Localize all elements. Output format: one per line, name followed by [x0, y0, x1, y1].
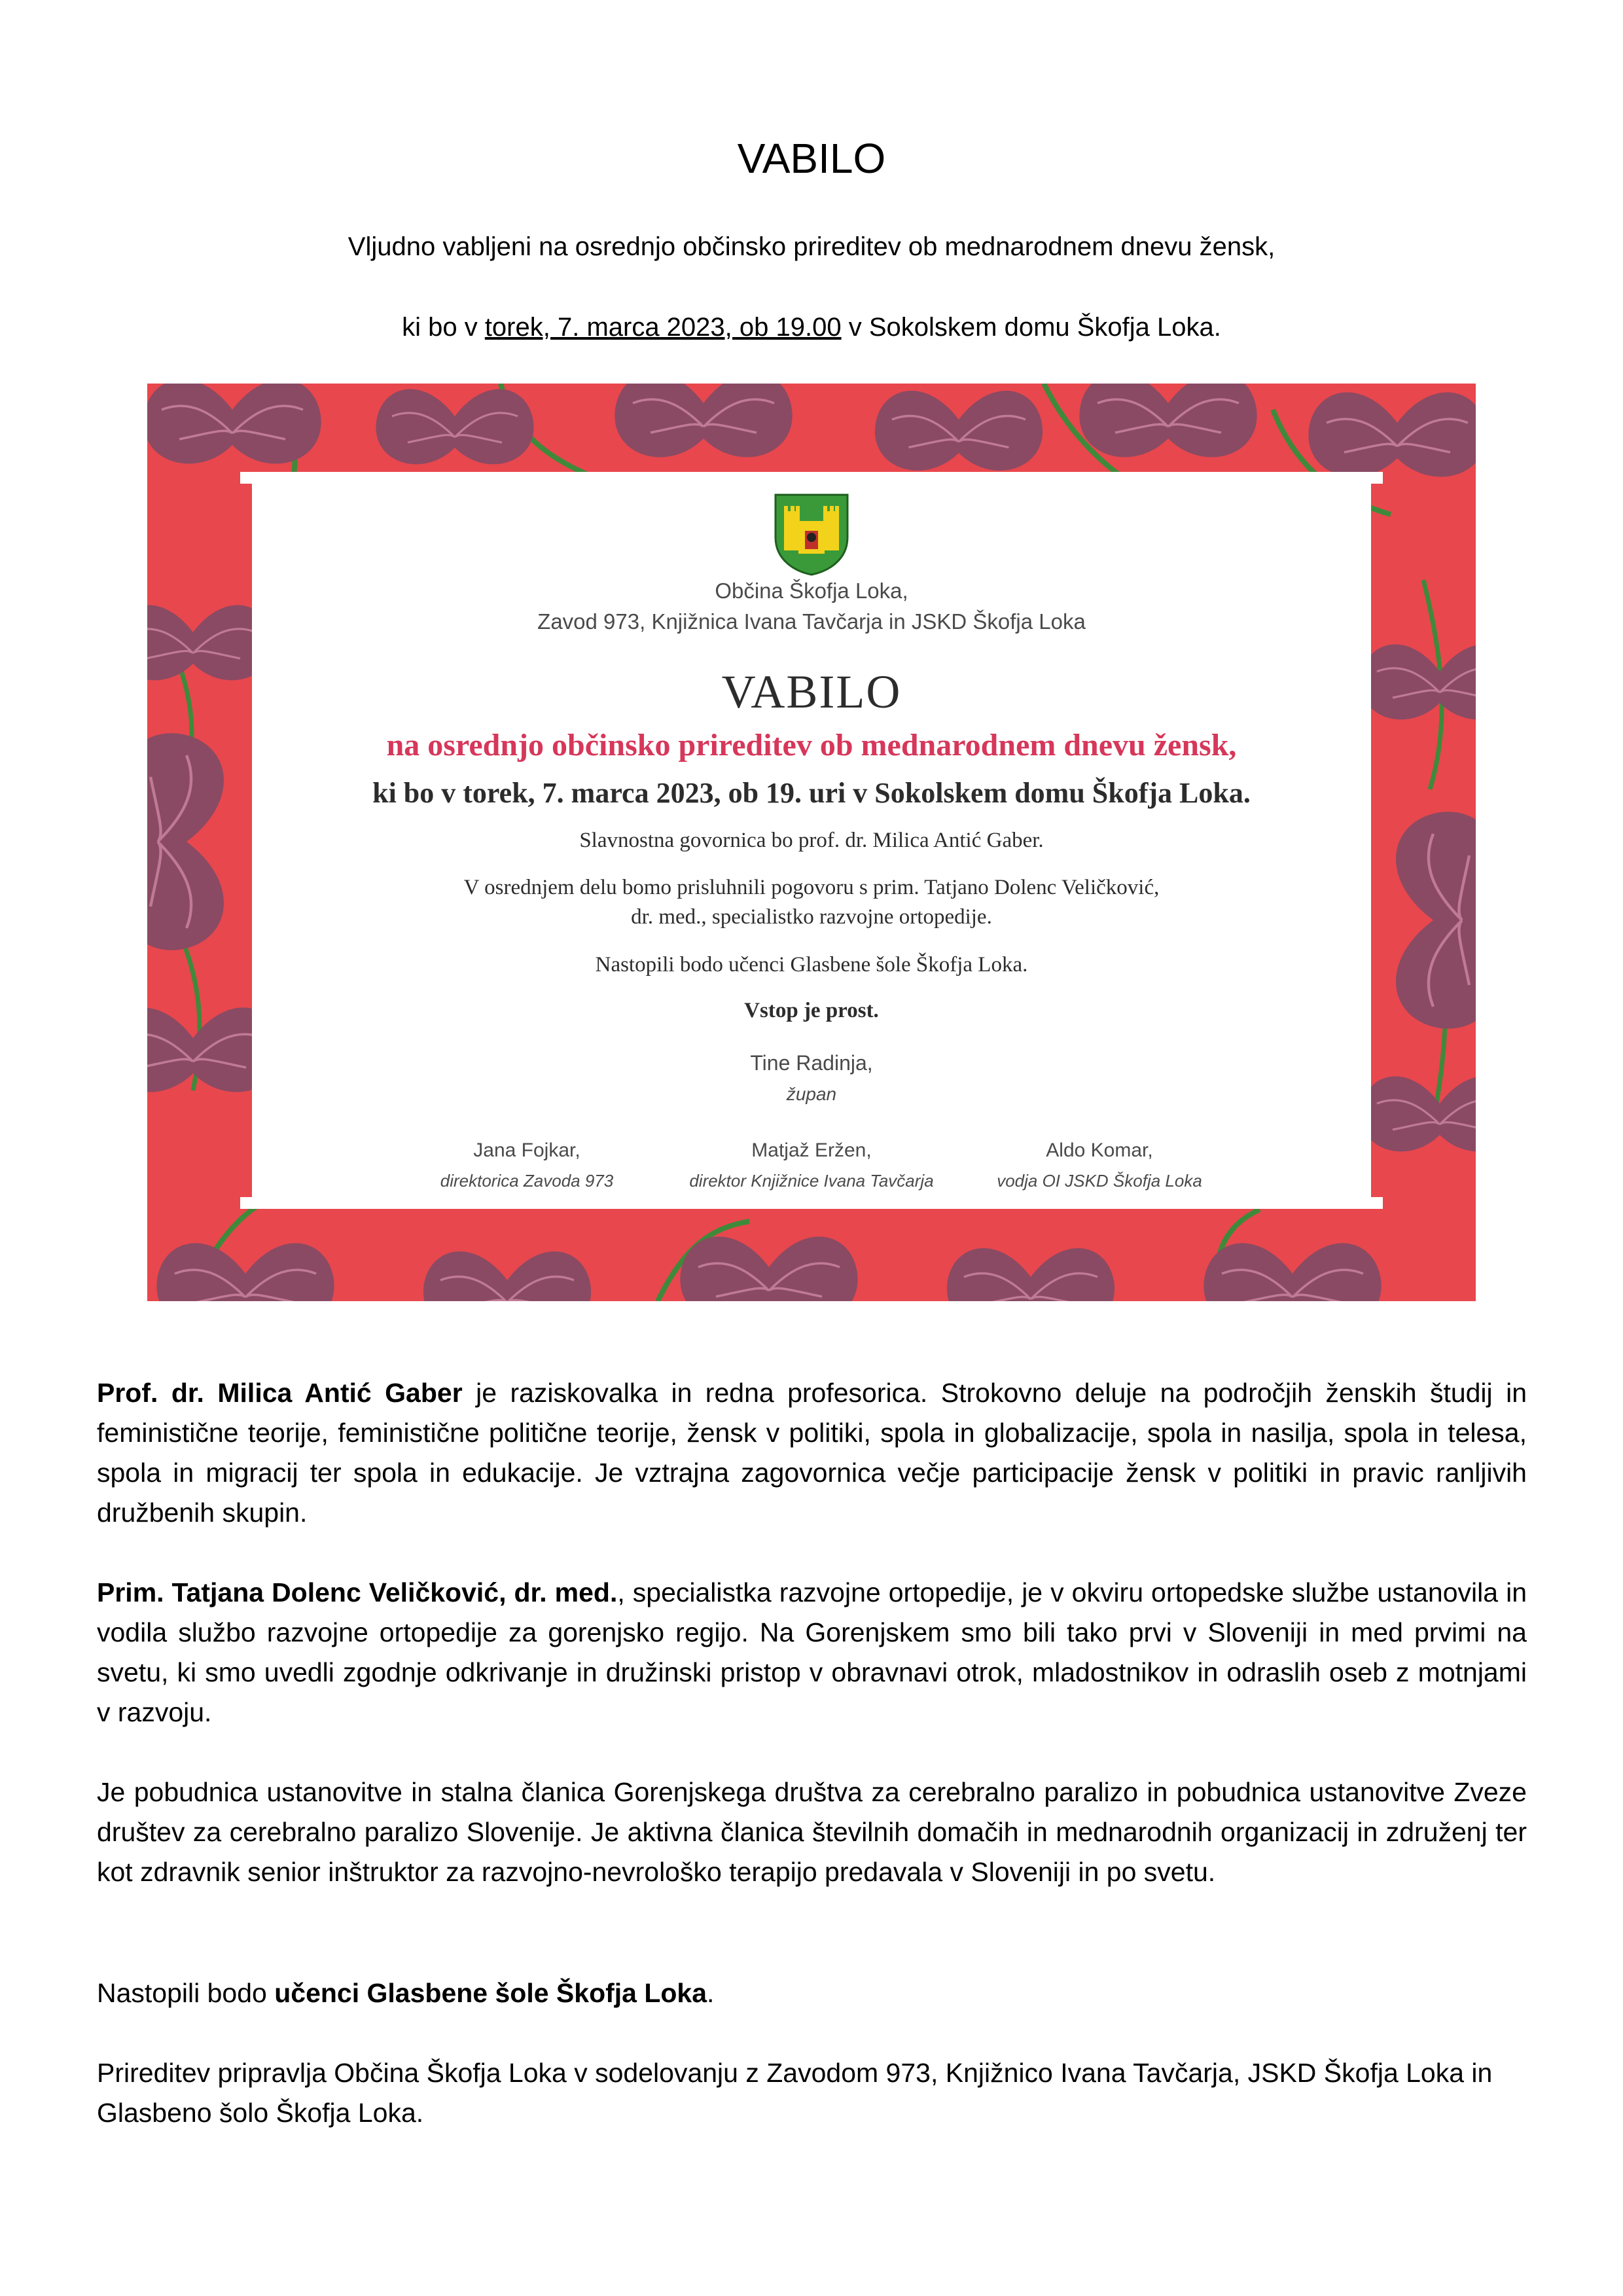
card-date-line: ki bo v torek, 7. marca 2023, ob 19. uri v Sokolskem domu Škofja Loka. — [372, 777, 1251, 809]
signatory-role: direktor Knjižnice Ivana Tavčarja — [689, 1171, 934, 1191]
date-suffix: v Sokolskem domu Škofja Loka. — [841, 313, 1221, 342]
page-title: VABILO — [737, 135, 886, 182]
signatory-name: Jana Fojkar, — [473, 1139, 580, 1161]
card-title: VABILO — [721, 666, 902, 718]
card-music-line: Nastopili bodo učenci Glasbene šole Škofja Loka. — [595, 953, 1028, 977]
corner-notch — [1371, 1197, 1383, 1209]
corner-notch — [240, 1197, 252, 1209]
signatory — [916, 1139, 1283, 1191]
bio-name: Prim. Tatjana Dolenc Veličković, dr. med. — [97, 1577, 618, 1607]
bio-name: Prof. dr. Milica Antić Gaber — [97, 1378, 463, 1408]
card-org-line2: Zavod 973, Knjižnica Ivana Tavčarja in JSKD Škofja Loka — [537, 609, 1086, 634]
bio-paragraph-gaber — [97, 1373, 1527, 1533]
signatory-name: Aldo Komar, — [1046, 1139, 1153, 1161]
bio-text: je raziskovalka in redna profesorica. Strokovno deluje na področjih ženskih študij in feministične teorije, feministične politične teorije, žensk v politiki, spola in globalizacije, spola in nasilja, spola in telesa, spola in migracij ter spola in edukacije. Je vztrajna zagovornica večje participacije žensk v politiki in pravic ranljivih družbenih skupin. — [97, 1378, 1527, 1528]
corner-notch — [1371, 472, 1383, 484]
organizers-paragraph: Prireditev pripravlja Občina Škofja Loka v sodelovanju z Zavodom 973, Knjižnico Ivana Tavčarja, JSKD Škofja Loka in Glasbeno šolo Škofja Loka. — [97, 2058, 1493, 2128]
date-prefix: ki bo v — [402, 313, 485, 342]
card-speaker-line: Slavnostna govornica bo prof. dr. Milica Antić Gaber. — [579, 829, 1044, 852]
music-performers: učenci Glasbene šole Škofja Loka — [274, 1978, 707, 2008]
coat-of-arms-icon — [772, 492, 851, 577]
invitation-card-image — [147, 384, 1476, 1301]
card-entry-line: Vstop je prost. — [744, 999, 879, 1022]
card-mayor-name: Tine Radinja, — [750, 1051, 873, 1075]
card-mayor-role: župan — [786, 1084, 837, 1104]
music-prefix: Nastopili bodo — [97, 1978, 275, 2008]
intro-line: Vljudno vabljeni na osrednjo občinsko prireditev ob mednarodnem dnevu žensk, — [348, 232, 1275, 261]
signatory-role: vodja OI JSKD Škofja Loka — [997, 1171, 1202, 1191]
card-subtitle: na osrednjo občinsko prireditev ob mednarodnem dnevu žensk, — [386, 728, 1237, 762]
card-org-line1: Občina Škofja Loka, — [715, 579, 908, 603]
bio-paragraph-velickovic-2: Je pobudnica ustanovitve in stalna članica Gorenjskega društva za cerebralno paralizo in pobudnica ustanovitve Zveze društev za cerebralno paralizo Slovenije. Je aktivna članica številnih domačih in mednarodnih organizacij in združenj ter kot zdravnik senior inštruktor za razvojno-nevrološko terapijo predavala v Sloveniji in po svetu. — [97, 1777, 1527, 1887]
music-suffix: . — [707, 1978, 715, 2008]
music-paragraph — [97, 1973, 1527, 2013]
bio-text: , specialistka razvojne ortopedije, je v okviru ortopedske službe ustanovila in vodila službo razvojne ortopedije za gorenjsko regijo. Na Gorenjskem smo bili tako prvi v Sloveniji in med prvimi na svetu, ki smo uvedli zgodnje odkrivanje in družinski pristop v obravnavi otrok, mladostnikov in odraslih oseb z motnjami v razvoju. — [97, 1577, 1527, 1727]
corner-notch — [240, 472, 252, 484]
bio-paragraph-velickovic — [97, 1573, 1527, 1732]
event-date-underlined: torek, 7. marca 2023, ob 19.00 — [484, 313, 842, 342]
signatory-role: direktorica Zavoda 973 — [440, 1171, 614, 1191]
card-talk-line1: V osrednjem delu bomo prisluhnili pogovoru s prim. Tatjano Dolenc Veličković, — [463, 876, 1160, 899]
event-date-line — [0, 313, 1623, 342]
signatory-name: Matjaž Eržen, — [751, 1139, 872, 1161]
card-talk-line2: dr. med., specialistko razvojne ortopedije. — [631, 905, 992, 929]
